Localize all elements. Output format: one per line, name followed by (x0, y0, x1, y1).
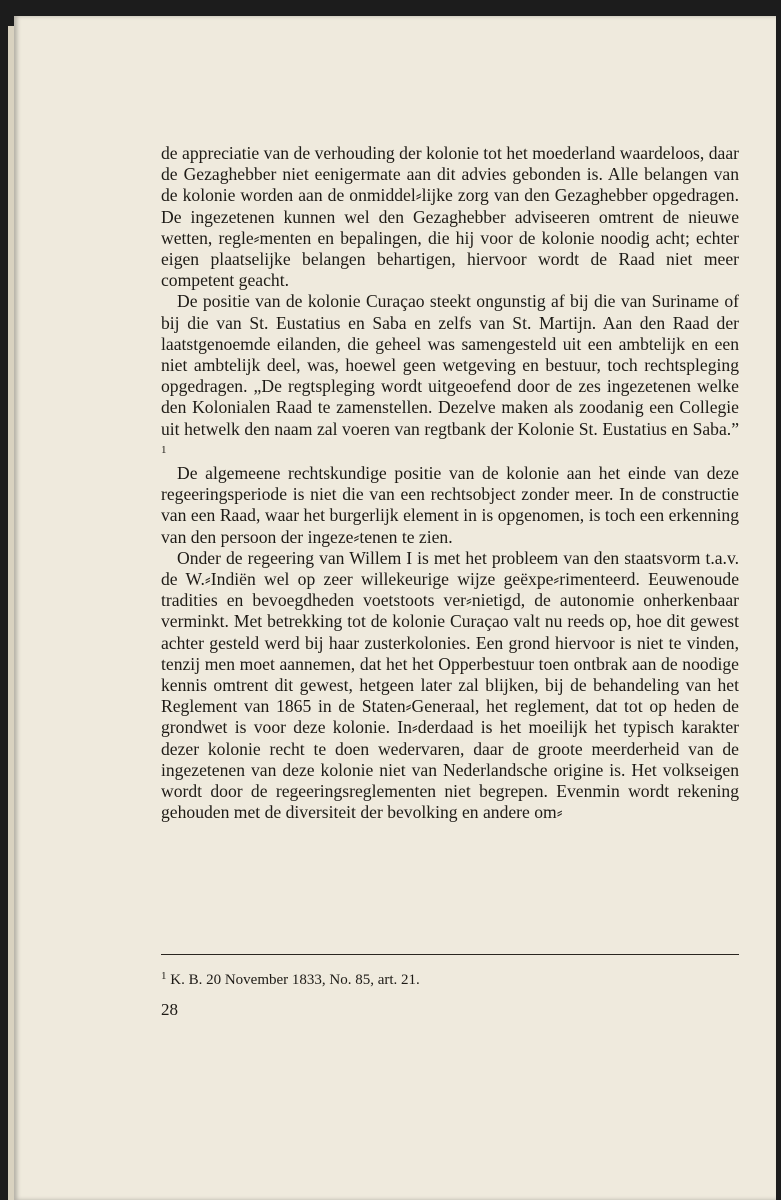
paragraph-3: De algemeene rechtskundige positie van de kolonie aan het einde van deze regeeringsperiode is niet die van een rechtsobject zonder meer. In de constructie van een Raad, waar het burgerlijk element in is opgenomen, is toch een erkenning van den persoon der ingeze⸗tenen te zien. (161, 463, 739, 547)
paragraph-2 (161, 291, 739, 463)
body-text (161, 143, 739, 824)
footnote (161, 970, 739, 989)
footnote-text: K. B. 20 November 1833, No. 85, art. 21. (170, 972, 420, 988)
paragraph-4: Onder de regeering van Willem I is met het probleem van den staatsvorm t.a.v. de W.⸗Indiën wel op zeer willekeurige wijze geëxpe⸗rimenteerd. Eeuwenoude tradities en bevoegdheden voetstoots ver⸗nietigd, de autonomie onherkenbaar verminkt. Met betrekking tot de kolonie Curaçao valt nu reeds op, hoe dit gewest achter gesteld werd bij haar zusterkolonies. Een grond hiervoor is niet te vinden, tenzij men moet aannemen, dat het het Opperbestuur toen ontbrak aan de noodige kennis omtrent dit gewest, hetgeen later zal blijken, bij de behandeling van het Reglement van 1865 in de Staten⸗Generaal, het reglement, dat tot op heden de grondwet is voor deze kolonie. In⸗derdaad is het moeilijk het typisch karakter dezer kolonie recht te doen wedervaren, daar de groote meerderheid van de ingezetenen van deze kolonie niet van Nederlandsche origine is. Het volkseigen wordt door de regeeringsreglementen niet begrepen. Evenmin wordt rekening gehouden met de diversiteit der bevolking en andere om⸗ (161, 547, 739, 823)
page-number: 28 (161, 1000, 178, 1019)
footnote-reference: 1 (161, 443, 167, 456)
footnote-divider (161, 954, 739, 955)
footnote-marker: 1 (161, 970, 167, 982)
paragraph-2-text: De positie van de kolonie Curaçao steekt ongunstig af bij die van Suriname of bij die van St. Eustatius en Saba en zelfs van St. Martijn. Aan den Raad der laatstgenoemde eilanden, die geheel was samengesteld uit een ambtelijk en een niet ambtelijk deel, was, hoewel geen wetgeving en bestuur, toch rechtspleging opgedragen. „De regtspleging wordt uitgeoefend door de zes ingezetenen welke den Kolonialen Raad te zamenstellen. Dezelve maken als zoodanig een Collegie uit hetwelk den naam zal voeren van regtbank der Kolonie St. Eustatius en Saba.” (161, 291, 739, 439)
paragraph-1: de appreciatie van de verhouding der kolonie tot het moederland waardeloos, daar de Gezaghebber niet eenigermate aan dit advies gebonden is. Alle belangen van de kolonie worden aan de onmiddel⸗lijke zorg van den Gezaghebber opgedragen. De ingezetenen kunnen wel den Gezaghebber adviseeren omtrent de nieuwe wetten, regle⸗menten en bepalingen, die hij voor de kolonie noodig acht; echter eigen plaatselijke belangen behartigen, hiervoor wordt de Raad niet meer competent geacht. (161, 143, 739, 291)
